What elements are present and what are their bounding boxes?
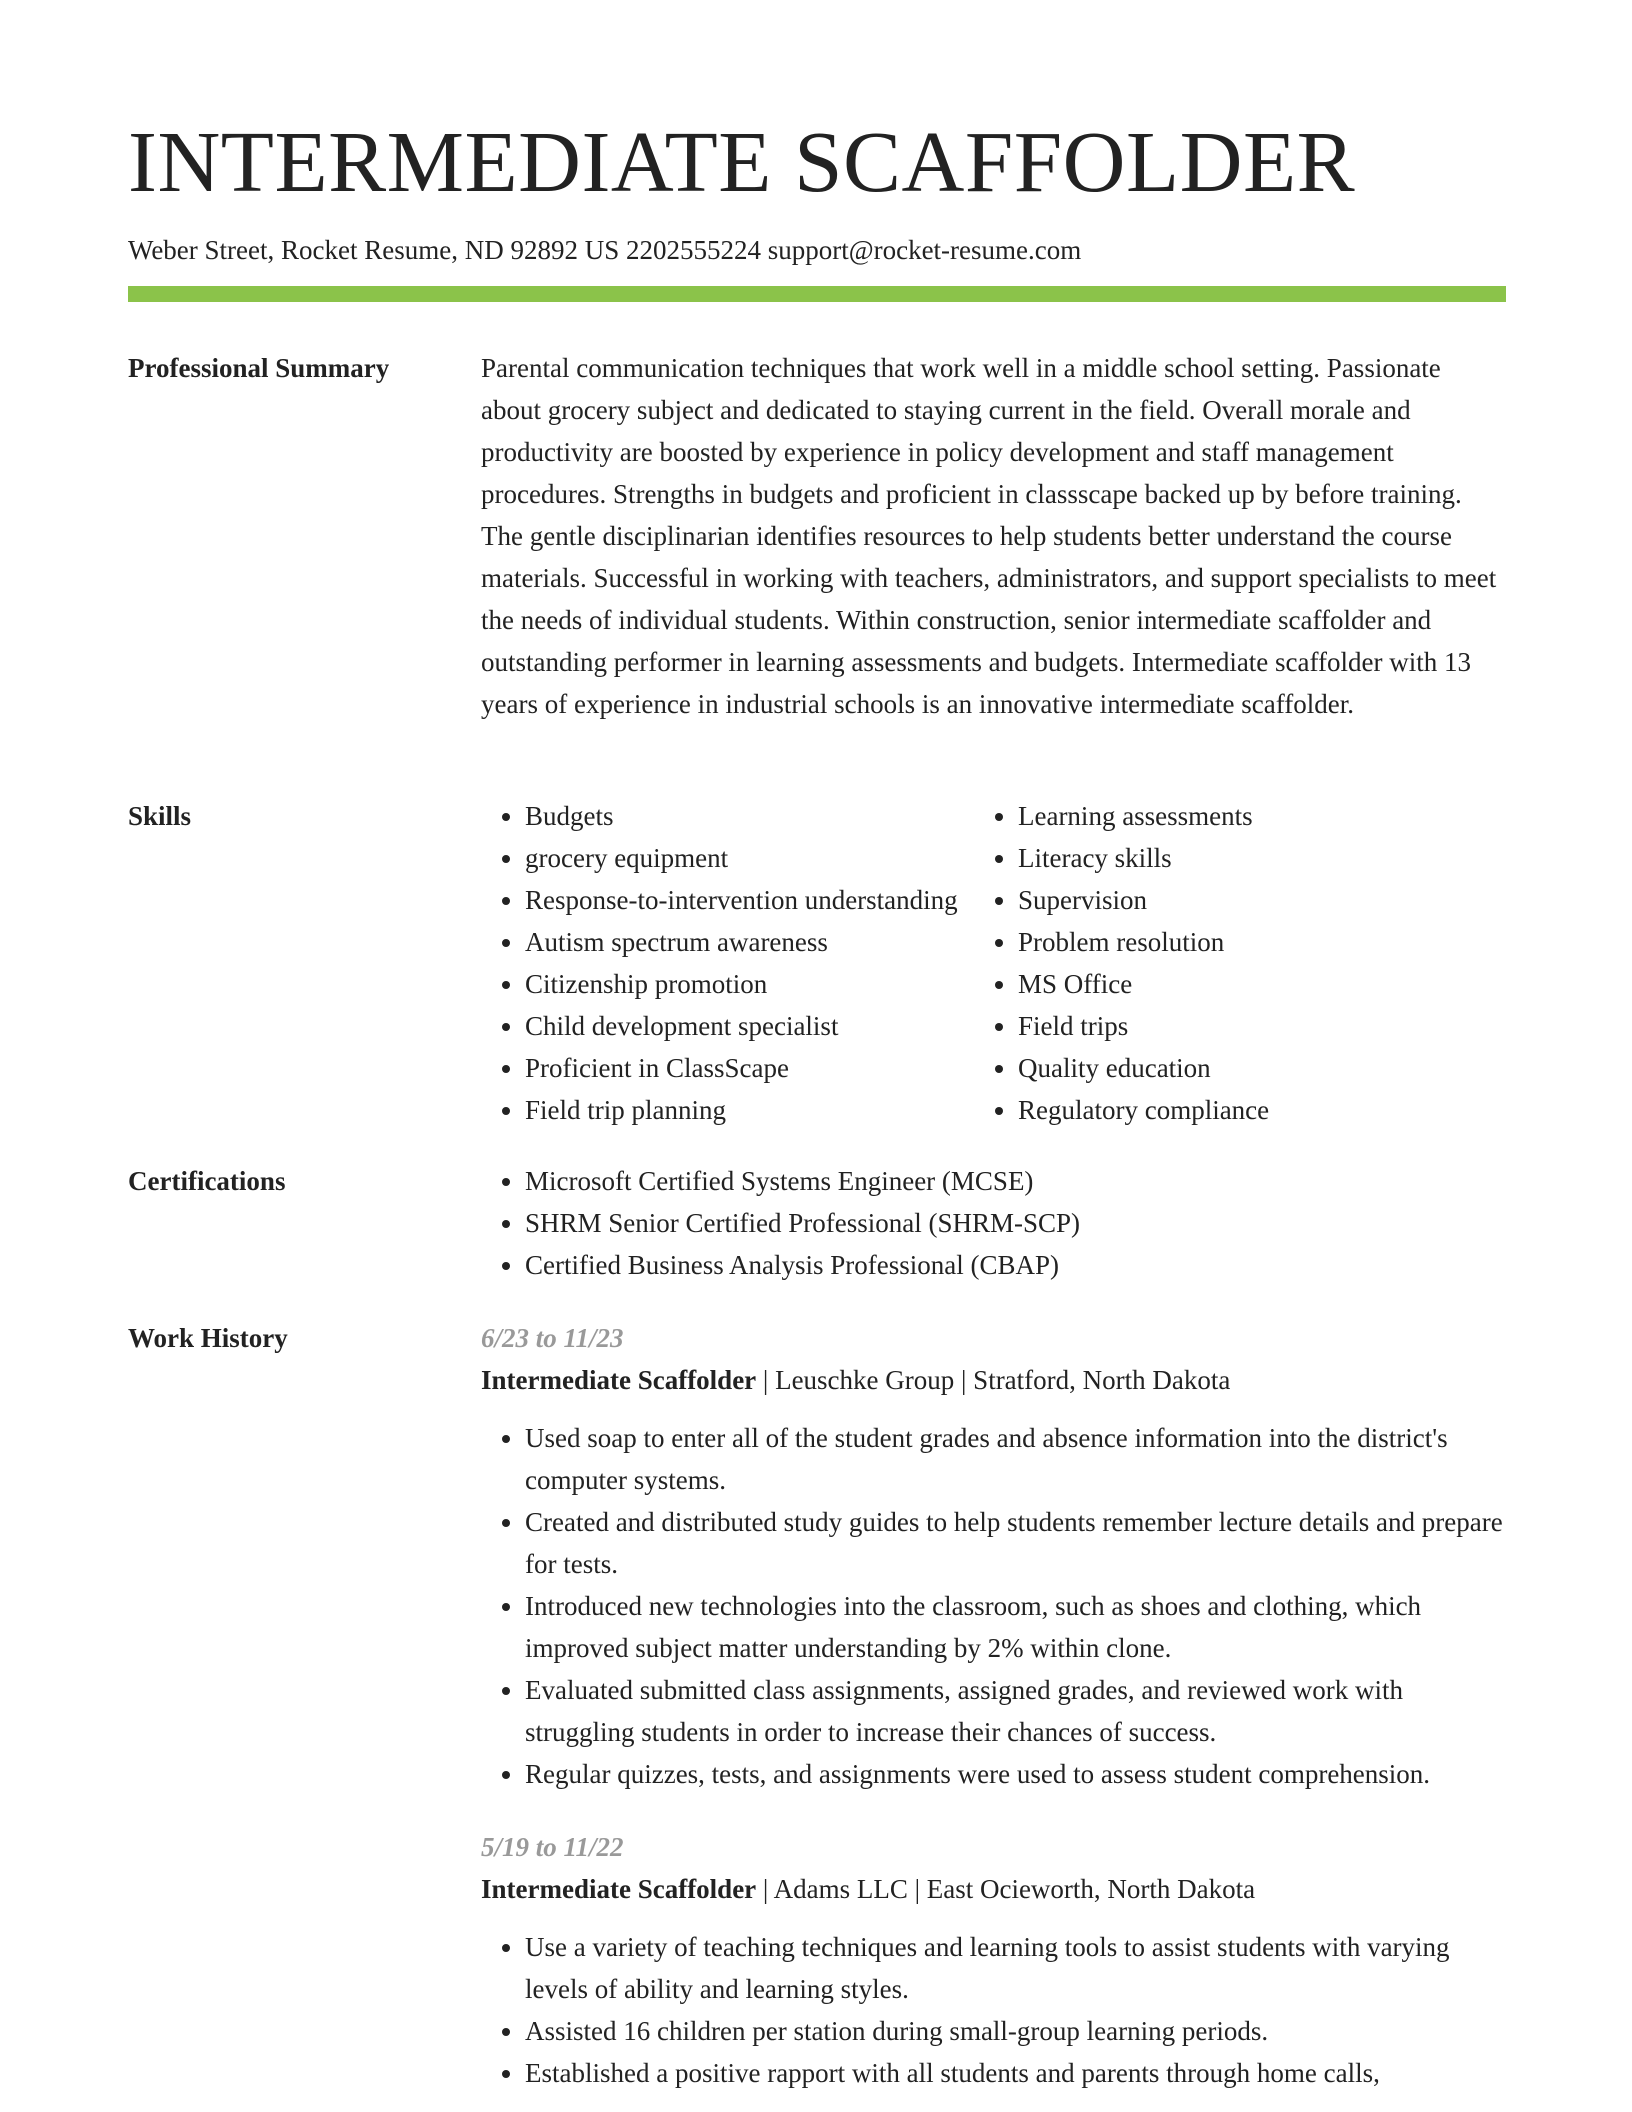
certification-item: • Microsoft Certified Systems Engineer (MCSE) <box>525 1160 1506 1202</box>
job-dates: 6/23 to 11/23 <box>481 1323 624 1353</box>
summary-text: Parental communication techniques that work well in a middle school setting. Passionate about grocery subject and dedicated to staying current in the field. Overall morale and productivity are boosted by experience in policy development and staff management procedures. Strengths in budgets and proficient in classscape backed up by before training. The gentle disciplinarian identifies resources to help students better understand the course materials. Successful in working with teachers, administrators, and support specialists to meet the needs of individual students. Within construction, senior intermediate scaffolder and outstanding performer in learning assessments and budgets. Intermediate scaffolder with 13 years of experience in industrial schools is an innovative intermediate scaffolder. <box>481 353 1497 719</box>
skill-item: • Regulatory compliance <box>1018 1089 1506 1131</box>
skill-item: • Quality education <box>1018 1047 1506 1089</box>
skill-item: • Learning assessments <box>1018 795 1506 837</box>
job-bullet: • Evaluated submitted class assignments, assigned grades, and reviewed work with struggling students in order to increase their chances of success. <box>525 1669 1506 1753</box>
skills-body <box>481 795 1506 1131</box>
skill-item: • Literacy skills <box>1018 837 1506 879</box>
job-bullet: • Regular quizzes, tests, and assignments were used to assess student comprehension. <box>525 1753 1506 1795</box>
skill-item: • Field trip planning <box>525 1089 974 1131</box>
summary-heading: Professional Summary <box>128 353 390 383</box>
job-entry <box>481 1826 1506 2094</box>
job-company-location: | Leuschke Group | Stratford, North Dakota <box>756 1365 1231 1395</box>
work-history-heading: Work History <box>128 1323 288 1353</box>
skills-column-2 <box>974 795 1506 1131</box>
job-bullets <box>481 1417 1506 1795</box>
skill-item: • MS Office <box>1018 963 1506 1005</box>
skill-item: • Response-to-intervention understanding <box>525 879 974 921</box>
header-divider <box>128 286 1506 302</box>
certifications-body <box>481 1160 1506 1286</box>
job-bullet: • Used soap to enter all of the student grades and absence information into the district's computer systems. <box>525 1417 1506 1501</box>
job-bullet: • Established a positive rapport with all students and parents through home calls, <box>525 2052 1506 2094</box>
job-company-location: | Adams LLC | East Ocieworth, North Dakota <box>756 1874 1256 1904</box>
job-bullet: • Introduced new technologies into the classroom, such as shoes and clothing, which improved subject matter understanding by 2% within clone. <box>525 1585 1506 1669</box>
skill-item: • Child development specialist <box>525 1005 974 1047</box>
job-title: Intermediate Scaffolder <box>481 1365 757 1395</box>
skills-column-1 <box>481 795 974 1131</box>
contact-phone: 2202555224 <box>625 235 761 265</box>
certifications-list <box>481 1160 1506 1286</box>
contact-email: support@rocket-resume.com <box>767 235 1082 265</box>
candidate-name: INTERMEDIATE SCAFFOLDER <box>128 113 1356 210</box>
job-heading <box>481 1359 1506 1401</box>
skill-item: • Citizenship promotion <box>525 963 974 1005</box>
skills-heading: Skills <box>128 801 192 831</box>
job-dates: 5/19 to 11/22 <box>481 1832 624 1862</box>
contact-line <box>128 234 1081 266</box>
skill-item: • Proficient in ClassScape <box>525 1047 974 1089</box>
skill-item: • Problem resolution <box>1018 921 1506 963</box>
job-bullet: • Use a variety of teaching techniques and learning tools to assist students with varying levels of ability and learning styles. <box>525 1926 1506 2010</box>
job-bullet: • Created and distributed study guides to help students remember lecture details and prepare for tests. <box>525 1501 1506 1585</box>
skill-item: • Autism spectrum awareness <box>525 921 974 963</box>
job-title: Intermediate Scaffolder <box>481 1874 757 1904</box>
certification-item: • Certified Business Analysis Professional (CBAP) <box>525 1244 1506 1286</box>
job-bullets <box>481 1926 1506 2094</box>
skill-item: • grocery equipment <box>525 837 974 879</box>
skills-grid <box>481 795 1506 1131</box>
skill-item: • Budgets <box>525 795 974 837</box>
certifications-heading: Certifications <box>128 1166 286 1196</box>
summary-body <box>481 347 1506 725</box>
job-bullet: • Assisted 16 children per station during small-group learning periods. <box>525 2010 1506 2052</box>
job-entry <box>481 1317 1506 1795</box>
certification-item: • SHRM Senior Certified Professional (SHRM-SCP) <box>525 1202 1506 1244</box>
job-heading <box>481 1868 1506 1910</box>
work-history-body <box>481 1317 1506 2094</box>
skill-item: • Supervision <box>1018 879 1506 921</box>
skill-item: • Field trips <box>1018 1005 1506 1047</box>
contact-address: Weber Street, Rocket Resume, ND 92892 US <box>128 235 620 265</box>
